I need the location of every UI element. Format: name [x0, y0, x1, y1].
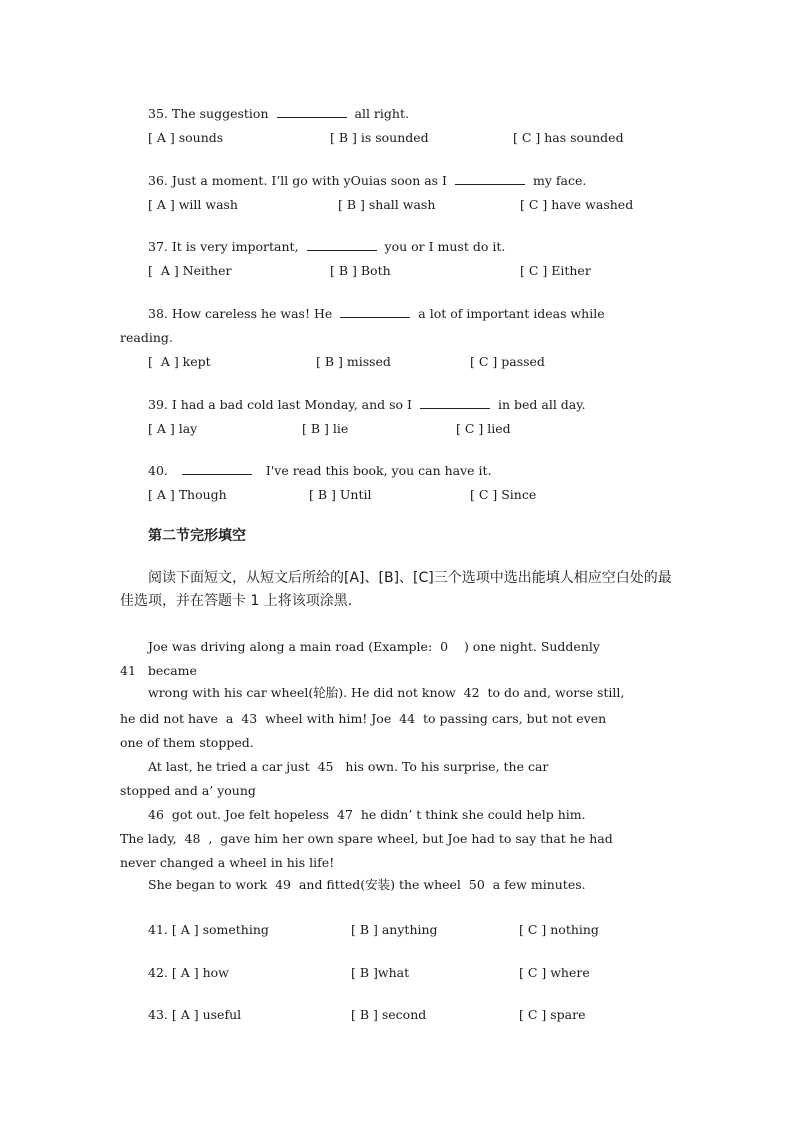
option-b: [ B ] missed — [316, 354, 391, 369]
passage-line: Joe was driving along a main road (Example: 0 ) one night. Suddenly — [148, 639, 600, 654]
passage-line: At last, he tried a car just 45 his own. To his surprise, the car — [148, 759, 549, 774]
instructions-line-2: 佳选项，并在答题卡 1 上将该项涂黑. — [120, 593, 353, 609]
option-b: [ B ] Both — [330, 263, 391, 278]
question-text: a lot of important ideas while — [418, 306, 605, 321]
option-a: [ A ] will wash — [148, 197, 238, 212]
option-c: [ C ] nothing — [519, 922, 599, 937]
question-40 — [148, 463, 492, 479]
question-text: in bed all day. — [497, 397, 586, 412]
option-c: [ C ] spare — [519, 1007, 586, 1022]
option-a: [ A ] Though — [148, 487, 227, 502]
answer-blank — [420, 397, 490, 409]
option-c: [ C ] passed — [470, 354, 545, 369]
answer-blank — [307, 239, 377, 251]
option-a: [ A ] lay — [148, 421, 198, 436]
option-c: [ C ] Either — [520, 263, 591, 278]
option-b: [ B ]what — [351, 965, 410, 980]
option-c: [ C ] where — [519, 965, 590, 980]
option-c: [ C ] has sounded — [513, 130, 624, 145]
option-b: [ B ] second — [351, 1007, 427, 1022]
question-text: 38. How careless he was! He — [148, 306, 333, 321]
passage-line: 41 became — [120, 663, 197, 678]
question-text: all right. — [354, 106, 409, 121]
passage-line: The lady, 48 , gave him her own spare wheel, but Joe had to say that he had — [120, 831, 613, 846]
question-text: I've read this book, you can have it. — [265, 463, 492, 478]
cloze-42 — [148, 965, 229, 981]
section-title: 第二节完形填空 — [148, 528, 246, 544]
option-b: [ B ] lie — [302, 421, 349, 436]
cloze-number: 42. — [148, 965, 168, 980]
question-37 — [148, 239, 505, 255]
question-text: 39. I had a bad cold last Monday, and so I — [148, 397, 412, 412]
option-b: [ B ] Until — [309, 487, 372, 502]
passage-line: he did not have a 43 wheel with him! Joe 44 to passing cars, but not even — [120, 711, 607, 726]
passage-line: She began to work 49 and fitted(安装) the wheel 50 a few minutes. — [148, 877, 586, 892]
question-text: 36. Just a moment. I’ll go with yOuias soon as I — [148, 173, 447, 188]
question-text: my face. — [533, 173, 587, 188]
option-a: [ A ] useful — [171, 1007, 242, 1022]
option-b: [ B ] is sounded — [330, 130, 429, 145]
passage-line: one of them stopped. — [120, 735, 254, 750]
question-36 — [148, 173, 586, 189]
option-b: [ B ] shall wash — [338, 197, 436, 212]
cloze-number: 41. — [148, 922, 168, 937]
passage-line: never changed a wheel in his life! — [120, 855, 335, 870]
answer-blank — [277, 106, 347, 118]
question-35 — [148, 106, 409, 122]
answer-blank — [340, 306, 410, 318]
option-c: [ C ] Since — [470, 487, 537, 502]
option-a: [ A ] Neither — [148, 263, 232, 278]
instructions-line-1: 阅读下面短文，从短文后所给的[A]、[B]、[C]三个选项中选出能填人相应空白处的最 — [148, 570, 672, 586]
question-text: 37. It is very important, — [148, 239, 299, 254]
passage-line: stopped and a’ young — [120, 783, 256, 798]
option-b: [ B ] anything — [351, 922, 438, 937]
passage-line: 46 got out. Joe felt hopeless 47 he didn’ t think she could help him. — [148, 807, 586, 822]
question-text: 40. — [148, 463, 168, 478]
passage-line: wrong with his car wheel(轮胎). He did not know 42 to do and, worse still, — [148, 685, 625, 700]
option-c: [ C ] have washed — [520, 197, 634, 212]
question-39 — [148, 397, 586, 413]
option-c: [ C ] lied — [456, 421, 511, 436]
option-a: [ A ] something — [171, 922, 269, 937]
answer-blank — [455, 173, 525, 185]
question-text: you or I must do it. — [384, 239, 506, 254]
option-a: [ A ] sounds — [148, 130, 224, 145]
option-a: [ A ] kept — [148, 354, 211, 369]
question-text: 35. The suggestion — [148, 106, 269, 121]
question-38 — [148, 306, 605, 322]
question-continuation: reading. — [120, 330, 173, 345]
cloze-number: 43. — [148, 1007, 168, 1022]
answer-blank — [182, 463, 252, 475]
cloze-43 — [148, 1007, 241, 1023]
option-a: [ A ] how — [171, 965, 229, 980]
cloze-41 — [148, 922, 269, 938]
